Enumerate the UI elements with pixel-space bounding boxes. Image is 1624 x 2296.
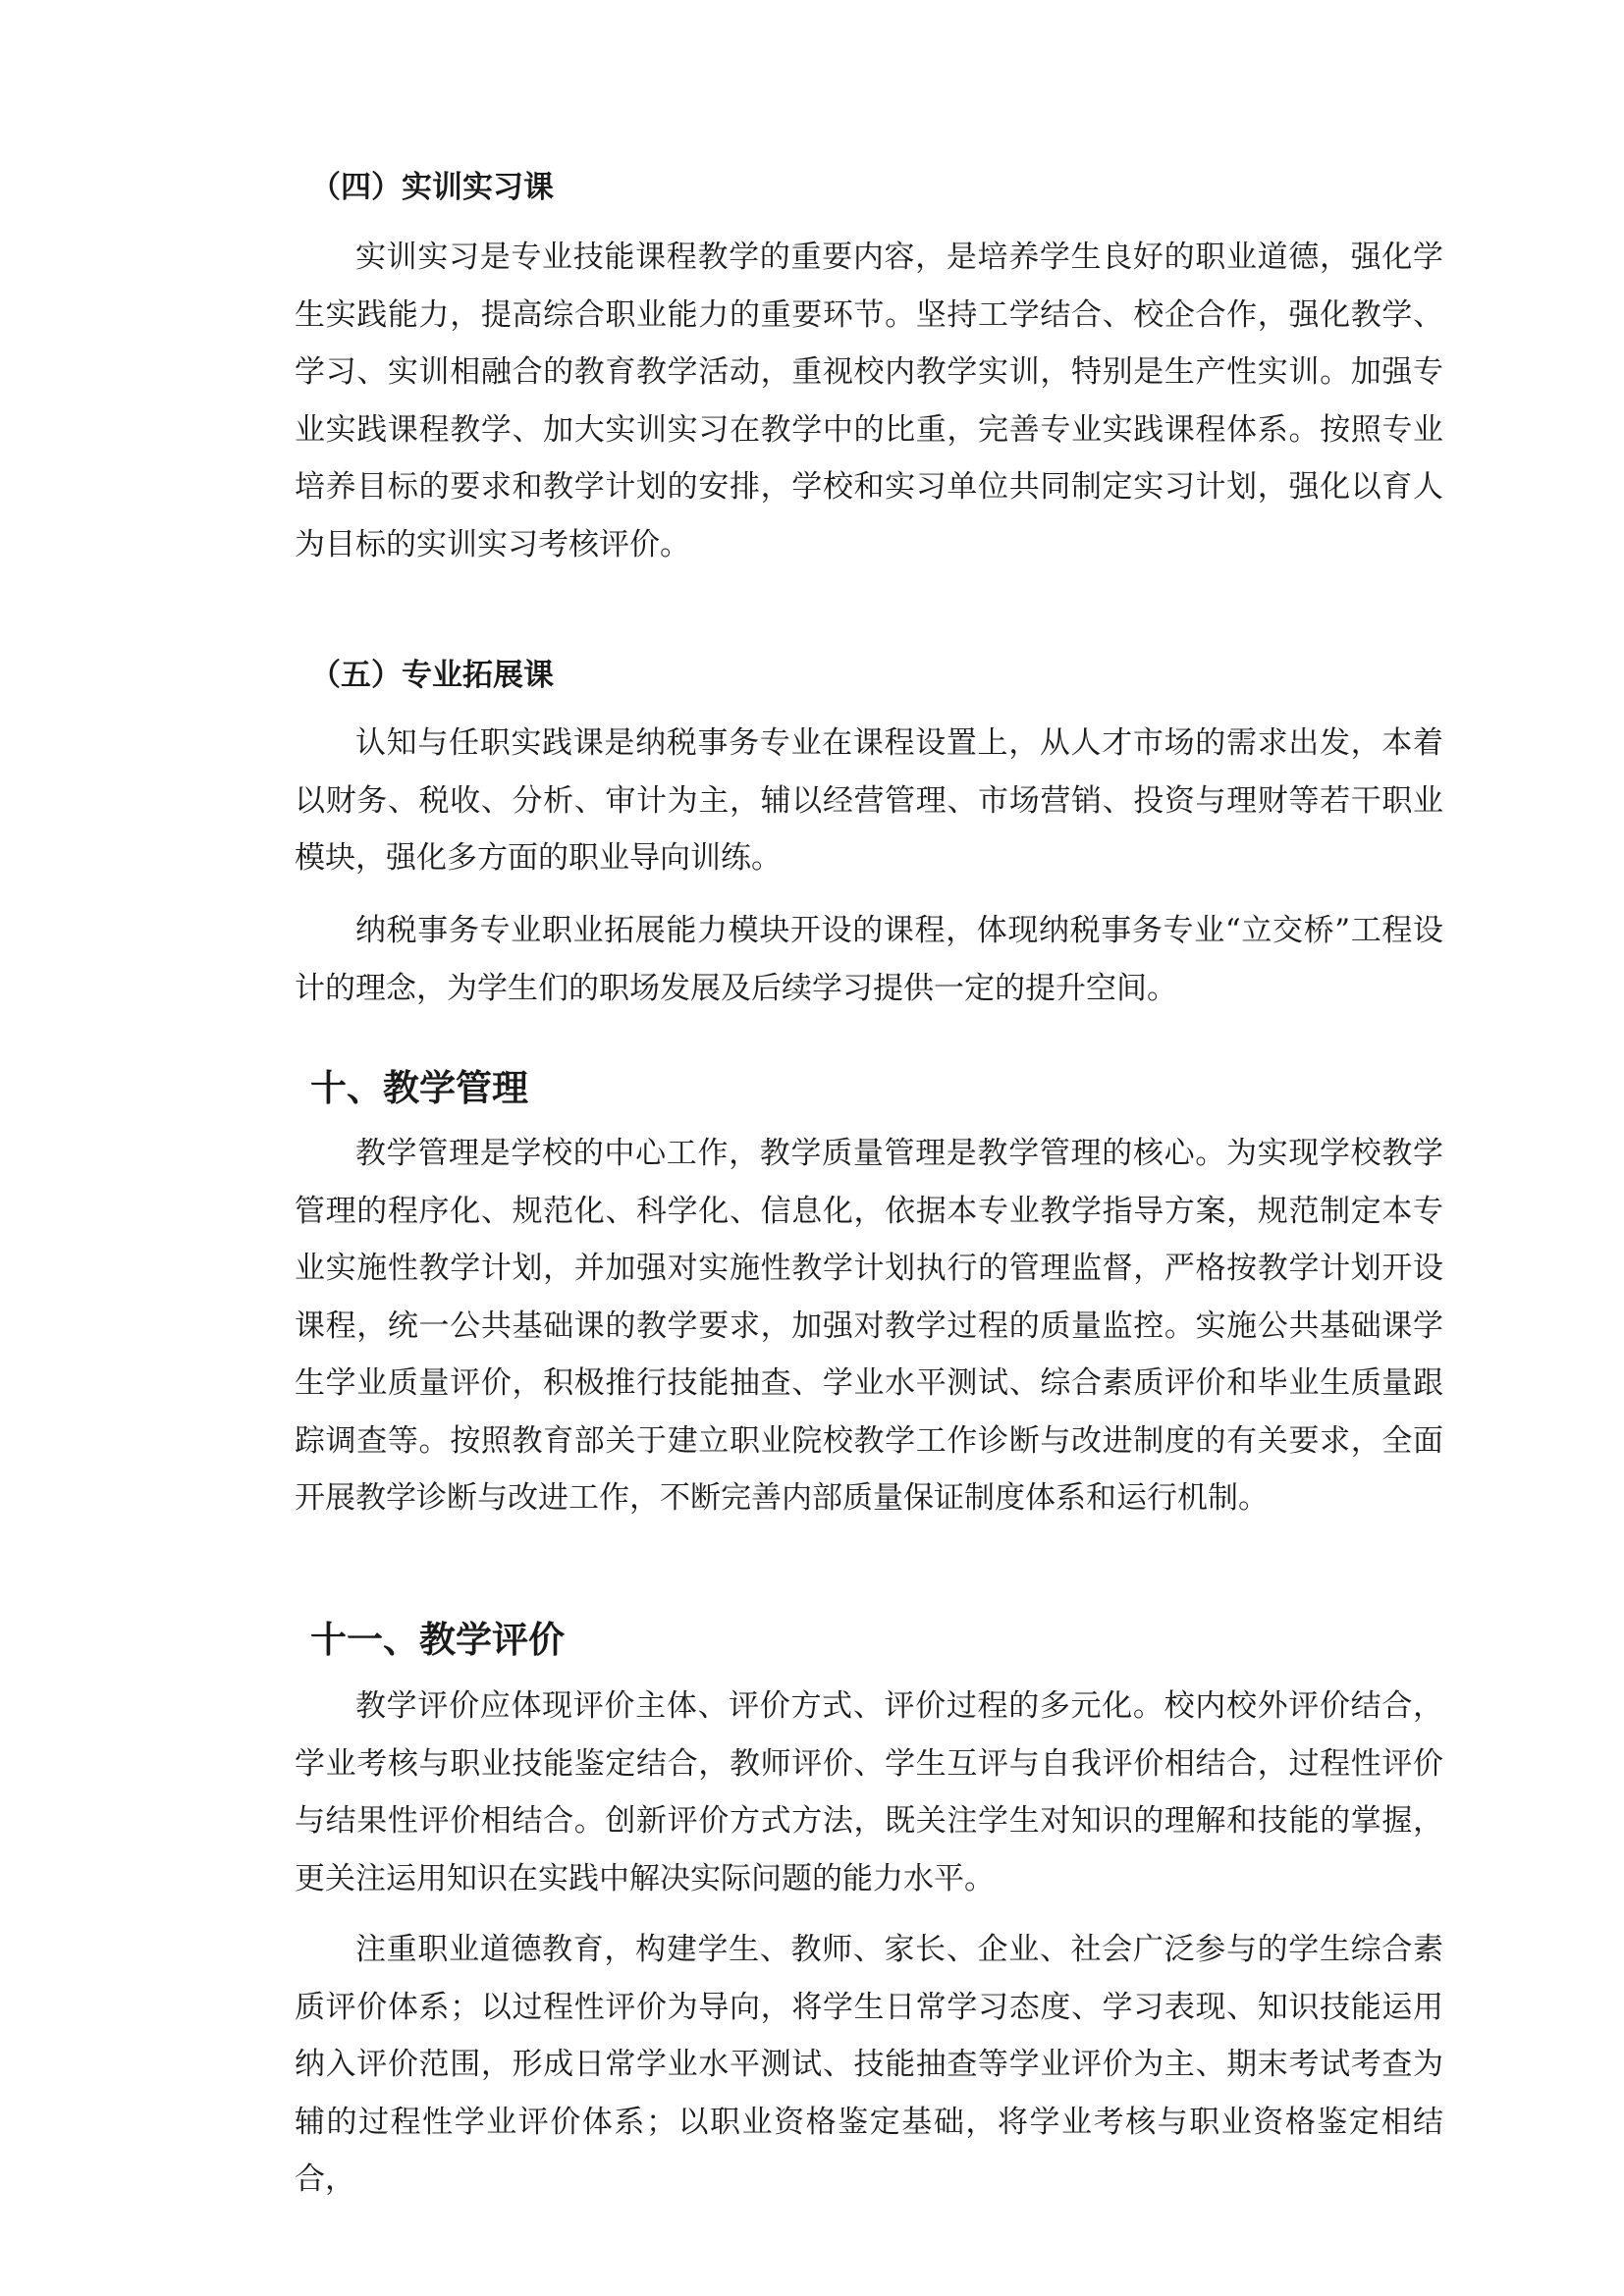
paragraph-teaching-evaluation-1: 教学评价应体现评价主体、评价方式、评价过程的多元化。校内校外评价结合，学业考核与职业技能鉴定结合，教师评价、学生互评与自我评价相结合，过程性评价与结果性评价相结合。创新评价方式方法，既关注学生对知识的理解和技能的掌握，更关注运用知识在实践中解决实际问题的能力水平。 — [295, 1688, 1443, 1896]
paragraph-teaching-management: 教学管理是学校的中心工作，教学质量管理是教学管理的核心。为实现学校教学管理的程序化、规范化、科学化、信息化，依据本专业教学指导方案，规范制定本专业实施性教学计划，并加强对实施性教学计划执行的管理监督，严格按教学计划开设课程，统一公共基础课的教学要求，加强对教学过程的质量监控。实施公共基础课学生学业质量评价，积极推行技能抽查、学业水平测试、综合素质评价和毕业生质量跟踪调查等。按照教育部关于建立职业院校教学工作诊断与改进制度的有关要求，全面开展教学诊断与改进工作，不断完善内部质量保证制度体系和运行机制。 — [295, 1136, 1443, 1516]
chapter-heading-teaching-evaluation: 十一、教学评价 — [310, 1618, 565, 1661]
paragraph-professional-extension-2: 纳税事务专业职业拓展能力模块开设的课程，体现纳税事务专业“立交桥”工程设计的理念，为学生们的职场发展及后续学习提供一定的提升空间。 — [295, 913, 1443, 1006]
section-heading-professional-extension: （五）专业拓展课 — [310, 658, 554, 693]
chapter-heading-teaching-management: 十、教学管理 — [310, 1066, 528, 1109]
section-heading-practical-training: （四）实训实习课 — [310, 170, 554, 205]
paragraph-practical-training: 实训实习是专业技能课程教学的重要内容，是培养学生良好的职业道德，强化学生实践能力，提高综合职业能力的重要环节。坚持工学结合、校企合作，强化教学、学习、实训相融合的教育教学活动，重视校内教学实训，特别是生产性实训。加强专业实践课程教学、加大实训实习在教学中的比重，完善专业实践课程体系。按照专业培养目标的要求和教学计划的安排，学校和实习单位共同制定实习计划，强化以育人为目标的实训实习考核评价。 — [295, 240, 1443, 562]
paragraph-teaching-evaluation-2: 注重职业道德教育，构建学生、教师、家长、企业、社会广泛参与的学生综合素质评价体系；以过程性评价为导向，将学生日常学习态度、学习表现、知识技能运用纳入评价范围，形成日常学业水平测试、技能抽查等学业评价为主、期末考试考查为辅的过程性学业评价体系；以职业资格鉴定基础，将学业考核与职业资格鉴定相结合， — [295, 1932, 1443, 2197]
paragraph-professional-extension-1: 认知与任职实践课是纳税事务专业在课程设置上，从人才市场的需求出发，本着以财务、税收、分析、审计为主，辅以经营管理、市场营销、投资与理财等若干职业模块，强化多方面的职业导向训练。 — [295, 725, 1443, 876]
